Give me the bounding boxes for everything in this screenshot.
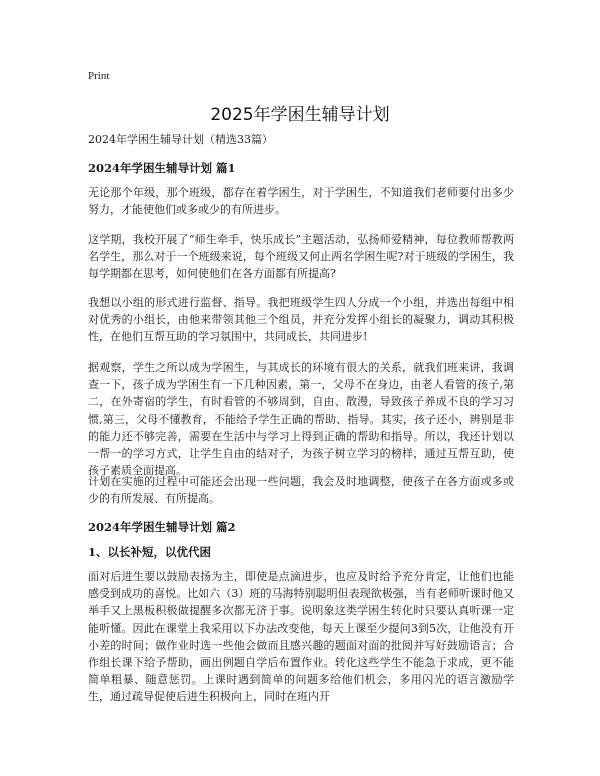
paragraph-2: 这学期，我校开展了“师生牵手，快乐成长”主题活动，弘扬师爱精神，每位教师帮教两名学生，那么对于一个班级来说，每个班级又何止两名学困生呢?对于班级的学困生，我每学期都在思考，如何使他们在各方面都有所提高?	[88, 233, 514, 281]
section-heading-2: 2024年学困生辅导计划 篇2	[88, 520, 236, 534]
paragraph-4: 据观察，学生之所以成为学困生，与其成长的环境有很大的关系，就我们班来讲，我调查一下，孩子成为学困生有一下几种因素，第一，父母不在身边，由老人看管的孩子,第二，在外寄宿的学生，有时看管的不够周到，自由、散漫，导致孩子养成不良的学习习惯,第三，父母不懂教育，不能给予学生正确的帮助、指导。其实，孩子还小，辨别是非的能力还不够完善，需要在生活中与学习上得到正确的帮助和指导。所以，我还计划以一帮一的学习方式，让学生自由的结对子，为孩子树立学习的榜样，通过互帮互助，使孩子素质全面提高。	[88, 361, 514, 478]
paragraph-5: 计划在实施的过程中可能还会出现一些问题，我会及时地调整，使孩子在各方面或多或少的有所发展、有所提高。	[88, 475, 514, 506]
sub-heading: 1、以长补短，以优代困	[88, 545, 212, 559]
document-subtitle: 2024年学困生辅导计划（精选33篇）	[88, 133, 273, 146]
paragraph-1: 无论那个年级，那个班级，都存在着学困生，对于学困生，不知道我们老师要付出多少努力，才能使他们或多或少的有所进步。	[88, 186, 514, 217]
document-title: 2025年学困生辅导计划	[210, 105, 390, 125]
paragraph-6: 面对后进生要以鼓励表扬为主，即使是点滴进步，也应及时给予充分肯定，让他们也能感受到成功的喜悦。比如六（3）班的马海特别聪明但表现欲极强，当有老师听课时他又举手又上黑板积极做提醒多次都无济于事。说明象这类学困生转化时只要认真听课一定能听懂。因此在课堂上我采用以下办法改变他，每天上课至少提问3到5次，让他没有开小差的时间；做作业时选一些他会做而且感兴趣的题面对面的批阅并写好鼓励语言；合作组长课下给予帮助，画出例题自学后布置作业。转化这些学生不能急于求成，更不能简单粗暴、随意惩罚。上课时遇到简单的问题多给他们机会，多用闪光的语言激励学生，通过疏导促使后进生积极向上，同时在班内开	[88, 570, 514, 704]
print-link[interactable]: Print	[88, 70, 110, 82]
section-heading-1: 2024年学困生辅导计划 篇1	[88, 161, 236, 175]
paragraph-3: 我想以小组的形式进行监督、指导。我把班级学生四人分成一个小组，并选出每组中相对优秀的小组长，由他来带领其他三个组员，并充分发挥小组长的凝聚力，调动其积极性，在他们互帮互助的学习氛围中，共同成长，共同进步!	[88, 296, 514, 344]
